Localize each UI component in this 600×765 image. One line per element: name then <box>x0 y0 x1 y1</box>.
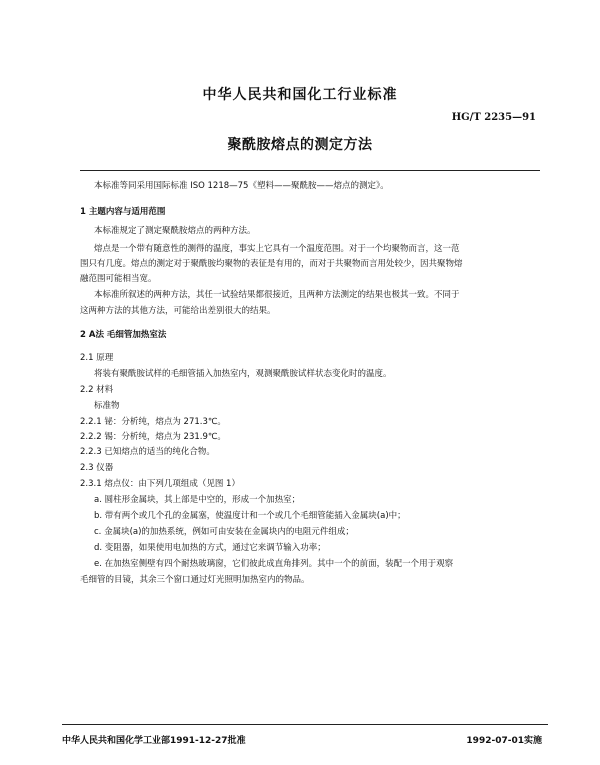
section-2-2-heading: 2.2 材料 <box>80 385 114 395</box>
section-1-para-3-line-1: 本标准所叙述的两种方法，其任一试验结果都很接近，且两种方法测定的结果也极其一致。不同于 <box>94 290 460 300</box>
standard-code: HG/T 2235—91 <box>451 112 536 123</box>
intro-text: 本标准等同采用国际标准 ISO 1218—75《塑料——聚酰胺——熔点的测定》。 <box>94 181 389 191</box>
footer-divider <box>62 724 548 725</box>
list-item-c: c. 金属块(a)的加热系统，例如可由安装在金属块内的电阻元件组成； <box>94 527 354 537</box>
section-2-2-3: 2.2.3 已知熔点的适当的纯化合物。 <box>80 447 215 457</box>
header-divider <box>80 170 540 171</box>
effective-date: 1992-07-01实施 <box>466 736 542 746</box>
list-item-d: d. 变阻器，如果使用电加热的方式，通过它来调节输入功率； <box>94 543 326 553</box>
approval-date: 中华人民共和国化学工业部1991-12-27批准 <box>62 736 246 746</box>
document-header-title: 中华人民共和国化工行业标准 <box>202 87 398 103</box>
list-item-e: e. 在加热室侧壁有四个耐热玻璃窗，它们彼此成直角排列。其中一个的前面，装配一个用于观察 <box>94 559 454 569</box>
section-2-3-heading: 2.3 仪器 <box>80 463 114 473</box>
section-1-para-2-line-3: 融范围可能相当宽。 <box>80 274 157 284</box>
section-1-para-2-line-2: 围只有几度。熔点的测定对于聚酰胺均聚物的表征是有用的，而对于共聚物而言用处较少，因共聚物熔 <box>80 259 463 269</box>
section-2-1-heading: 2.1 原理 <box>80 353 114 363</box>
list-item-e-continued: 毛细管的目镜，其余三个窗口通过灯光照明加热室内的物品。 <box>80 575 310 585</box>
section-1-para-2-line-1: 熔点是一个带有随意性的测得的温度，事实上它具有一个温度范围。对于一个均聚物而言，这一范 <box>94 244 460 254</box>
section-2-1-text: 将装有聚酰胺试样的毛细管插入加热室内，观测聚酰胺试样状态变化时的温度。 <box>94 369 392 379</box>
list-item-a: a. 圆柱形金属块，其上部是中空的，形成一个加热室； <box>94 495 301 505</box>
section-2-2-2: 2.2.2 锡：分析纯，熔点为 231.9℃。 <box>80 432 226 442</box>
section-2-2-subheading: 标准物 <box>94 401 120 411</box>
section-2-2-1: 2.2.1 铋：分析纯，熔点为 271.3℃。 <box>80 417 226 427</box>
section-2-3-1: 2.3.1 熔点仪：由下列几项组成（见图 1） <box>80 479 240 489</box>
section-1-heading: 1 主题内容与适用范围 <box>80 207 166 217</box>
standard-title: 聚酰胺熔点的测定方法 <box>227 137 373 153</box>
section-1-para-1: 本标准规定了测定聚酰胺熔点的两种方法。 <box>94 226 256 236</box>
section-2-heading: 2 A法 毛细管加热室法 <box>80 330 167 340</box>
section-1-para-3-line-2: 这两种方法的其他方法，可能给出差别很大的结果。 <box>80 306 276 316</box>
list-item-b: b. 带有两个或几个孔的金属塞，使温度计和一个或几个毛细管能插入金属块(a)中； <box>94 511 406 521</box>
